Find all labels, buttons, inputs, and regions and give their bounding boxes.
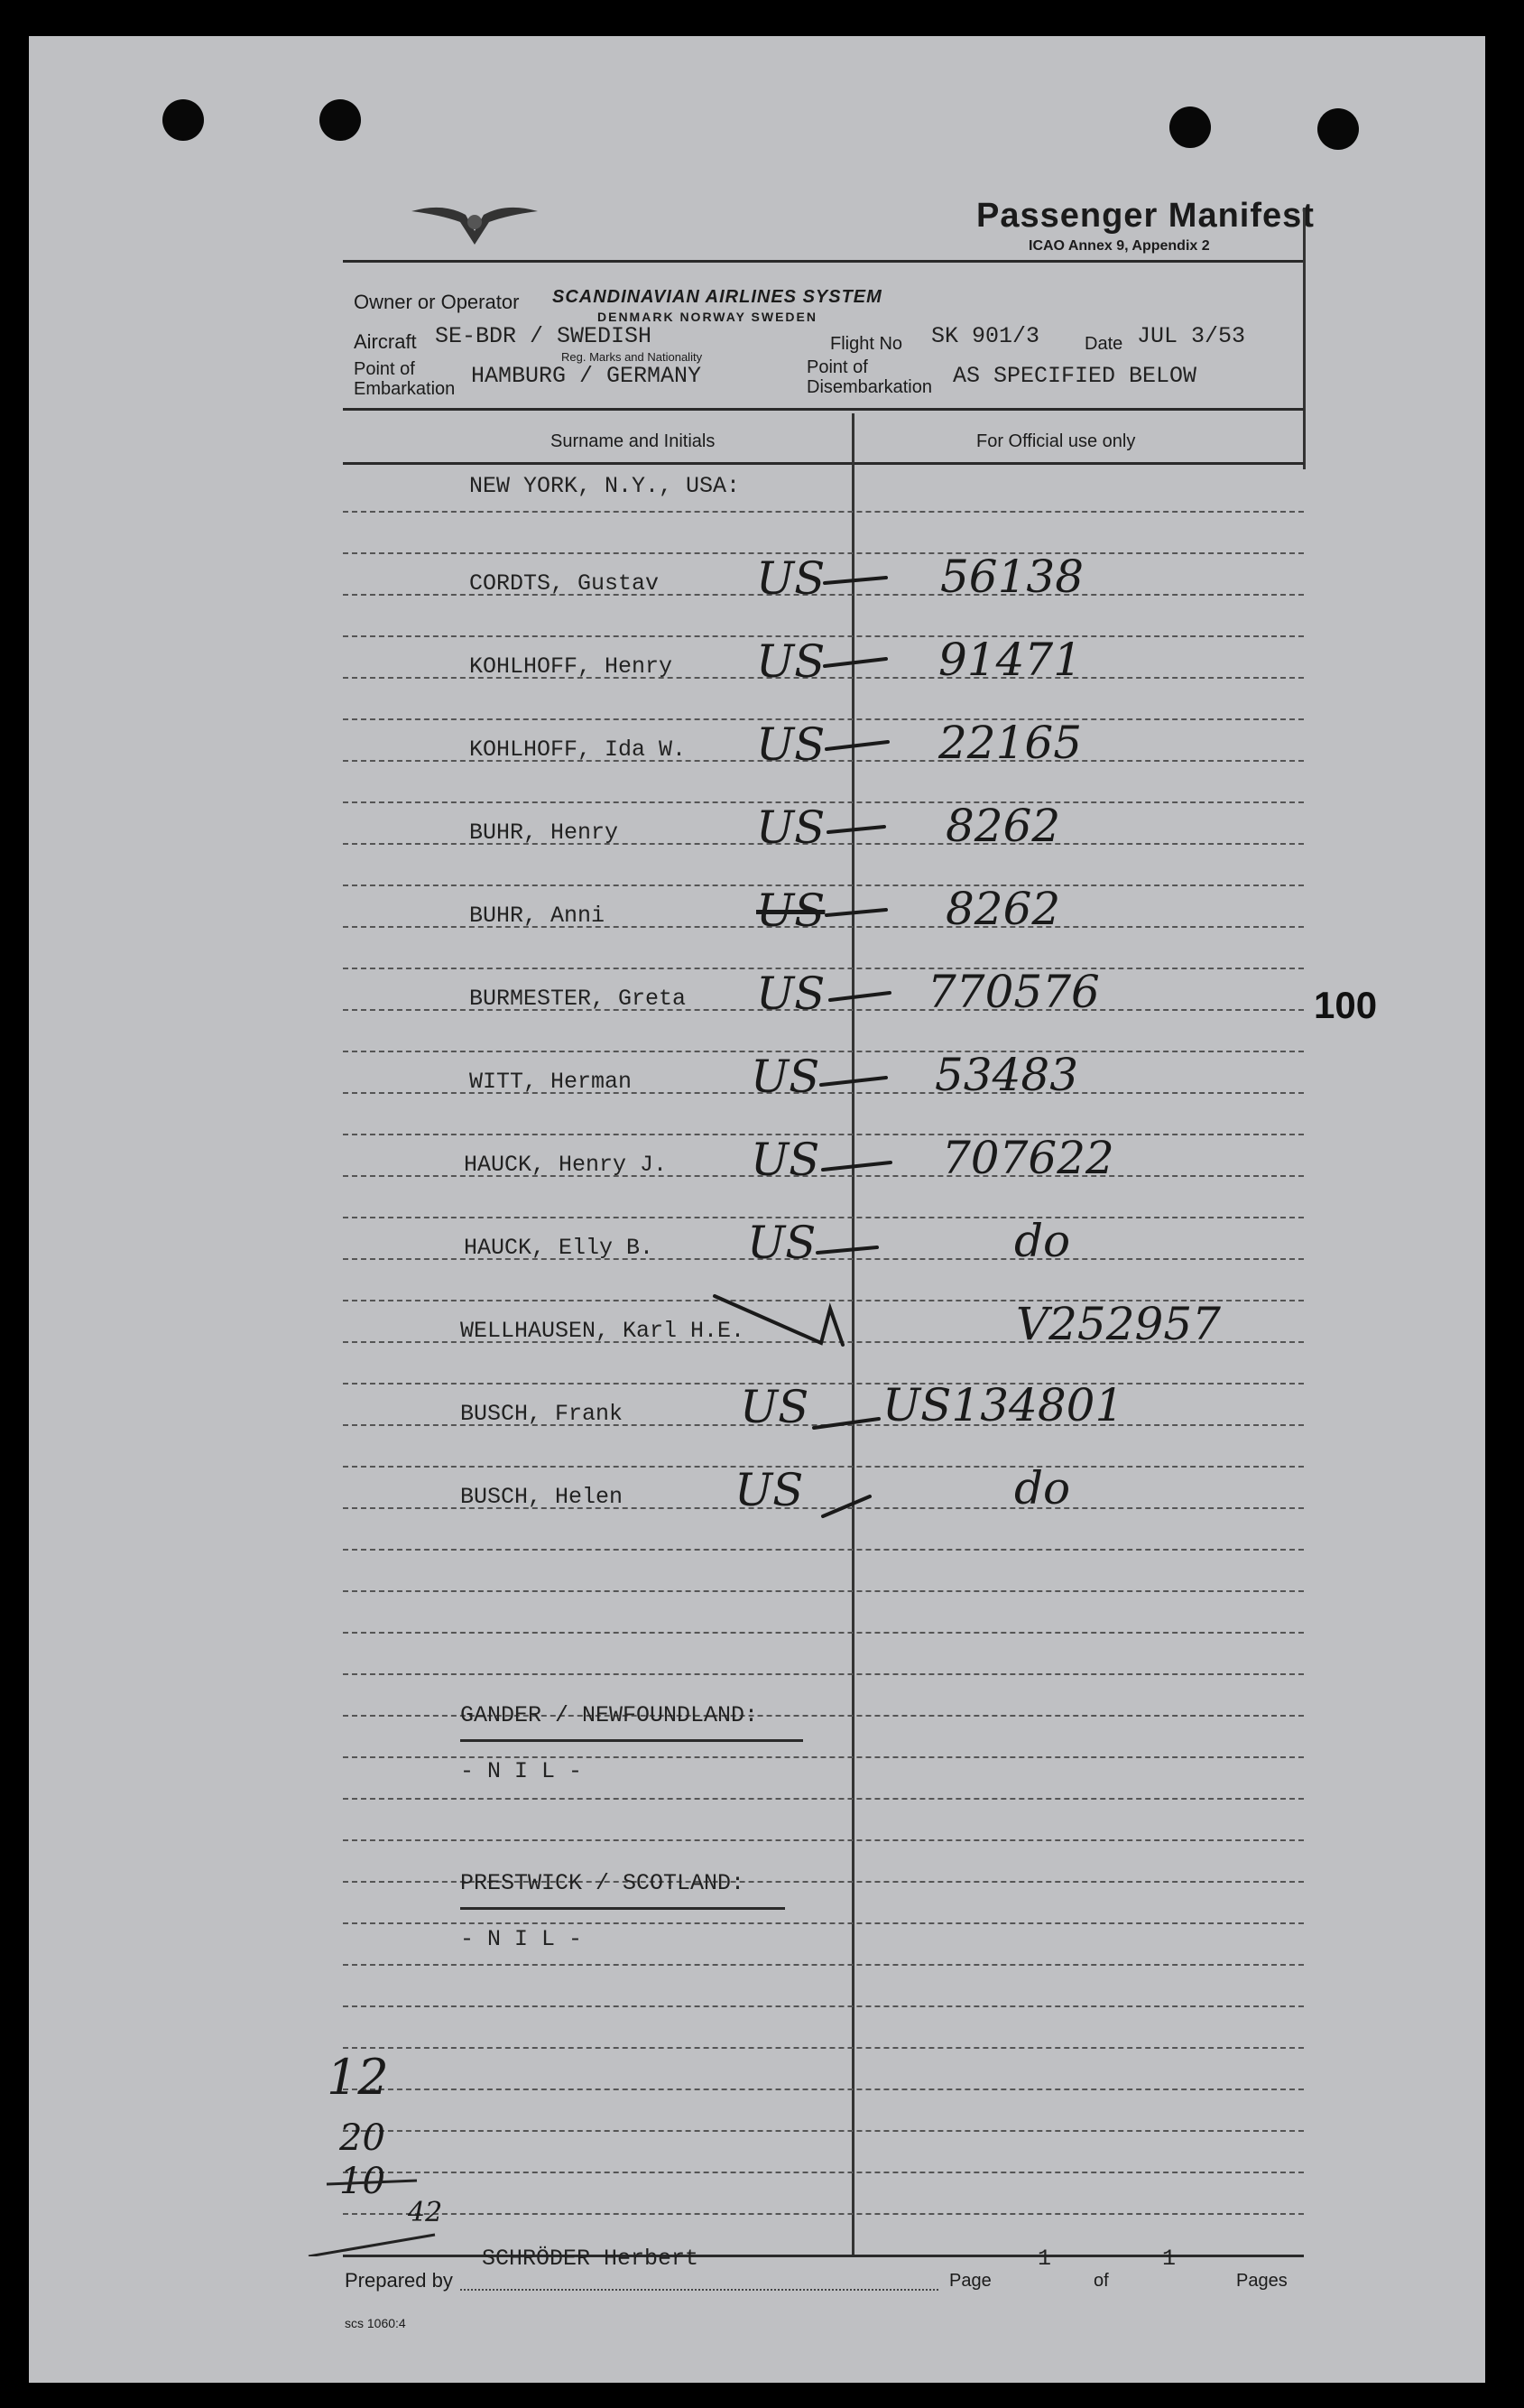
form-code: scs 1060:4 xyxy=(345,2316,406,2330)
page-value: 1 xyxy=(1038,2246,1052,2272)
passenger-name: CORDTS, Gustav xyxy=(469,570,660,597)
disembark-value: AS SPECIFIED BELOW xyxy=(953,363,1197,389)
passenger-mark: US xyxy=(756,801,826,854)
aircraft-sub: Reg. Marks and Nationality xyxy=(561,350,703,364)
of-label: of xyxy=(1094,2271,1109,2291)
disembark-label-1: Point of xyxy=(807,357,868,377)
embark-value: HAMBURG / GERMANY xyxy=(471,363,702,389)
prepared-label: Prepared by xyxy=(345,2269,453,2292)
date-value: JUL 3/53 xyxy=(1137,323,1246,349)
passenger-name: WITT, Herman xyxy=(469,1069,633,1095)
owner-sub: DENMARK NORWAY SWEDEN xyxy=(597,310,817,324)
flight-label: Flight No xyxy=(830,334,903,354)
passenger-number: 8262 xyxy=(946,800,1061,852)
passenger-name: BUSCH, Helen xyxy=(460,1484,623,1510)
flight-value: SK 901/3 xyxy=(931,323,1040,349)
passenger-mark: US xyxy=(751,1051,820,1103)
embark-label-1: Point of xyxy=(354,359,415,379)
page-subtitle: ICAO Annex 9, Appendix 2 xyxy=(1029,238,1210,254)
manifest-page xyxy=(29,36,1485,2383)
passenger-mark: US xyxy=(747,1217,817,1269)
handwritten-strokes xyxy=(29,36,1485,2383)
tally-value: 12 xyxy=(327,2049,389,2106)
page-label: Page xyxy=(949,2271,992,2291)
passenger-name: BUSCH, Frank xyxy=(460,1401,623,1427)
embark-label-2: Embarkation xyxy=(354,379,456,399)
passenger-name: KOHLHOFF, Henry xyxy=(469,653,673,680)
pages-label: Pages xyxy=(1236,2271,1288,2291)
passenger-name: WELLHAUSEN, Karl H.E. xyxy=(460,1318,745,1344)
passenger-mark: US xyxy=(756,968,826,1020)
passenger-name: BURMESTER, Greta xyxy=(469,986,687,1012)
column-header-names: Surname and Initials xyxy=(550,431,716,451)
nil-gander: - N I L - xyxy=(460,1758,583,1784)
passenger-name: HAUCK, Henry J. xyxy=(464,1152,668,1178)
passenger-number: do xyxy=(1014,1462,1071,1514)
date-label: Date xyxy=(1085,334,1123,354)
passenger-name: BUHR, Henry xyxy=(469,820,619,846)
passenger-number: V252957 xyxy=(1016,1298,1221,1350)
passenger-mark: US xyxy=(756,718,826,771)
passenger-mark: US xyxy=(740,1381,809,1433)
passenger-mark: US xyxy=(756,552,826,605)
destination-gander: GANDER / NEWFOUNDLAND: xyxy=(460,1702,759,1728)
prepared-value: SCHRÖDER Herbert xyxy=(482,2246,699,2272)
destination-prestwick: PRESTWICK / SCOTLAND: xyxy=(460,1870,745,1896)
passenger-mark: US xyxy=(756,635,826,688)
passenger-name: KOHLHOFF, Ida W. xyxy=(469,736,687,763)
passenger-number: 53483 xyxy=(935,1049,1079,1101)
passenger-number: 91471 xyxy=(938,634,1083,686)
page-title: Passenger Manifest xyxy=(976,197,1315,235)
passenger-number: 8262 xyxy=(946,883,1061,935)
tally-value: 10 xyxy=(339,2161,385,2202)
aircraft-value: SE-BDR / SWEDISH xyxy=(435,323,652,349)
owner-label: Owner or Operator xyxy=(354,291,520,313)
passenger-name: HAUCK, Elly B. xyxy=(464,1235,654,1261)
owner-value: SCANDINAVIAN AIRLINES SYSTEM xyxy=(552,287,882,307)
passenger-number: 707622 xyxy=(942,1132,1114,1184)
passenger-mark: US xyxy=(756,884,826,937)
passenger-number: US134801 xyxy=(882,1379,1124,1431)
tally-lines xyxy=(300,2148,516,2256)
tally-value: 42 xyxy=(408,2197,443,2228)
passenger-mark: US xyxy=(751,1134,820,1186)
passenger-number: do xyxy=(1014,1215,1071,1267)
passenger-mark: US xyxy=(734,1464,804,1516)
aircraft-label: Aircraft xyxy=(354,330,417,353)
passenger-number: 56138 xyxy=(940,551,1085,603)
passenger-number: 770576 xyxy=(928,966,1100,1018)
tally-value: 20 xyxy=(339,2117,385,2159)
destination-new-york: NEW YORK, N.Y., USA: xyxy=(469,473,741,499)
disembark-label-2: Disembarkation xyxy=(807,377,932,397)
passenger-number: 22165 xyxy=(938,717,1083,769)
margin-number: 100 xyxy=(1314,984,1378,1026)
nil-prestwick: - N I L - xyxy=(460,1926,583,1952)
of-value: 1 xyxy=(1162,2246,1177,2272)
passenger-name: BUHR, Anni xyxy=(469,903,605,929)
column-header-official: For Official use only xyxy=(976,431,1136,451)
